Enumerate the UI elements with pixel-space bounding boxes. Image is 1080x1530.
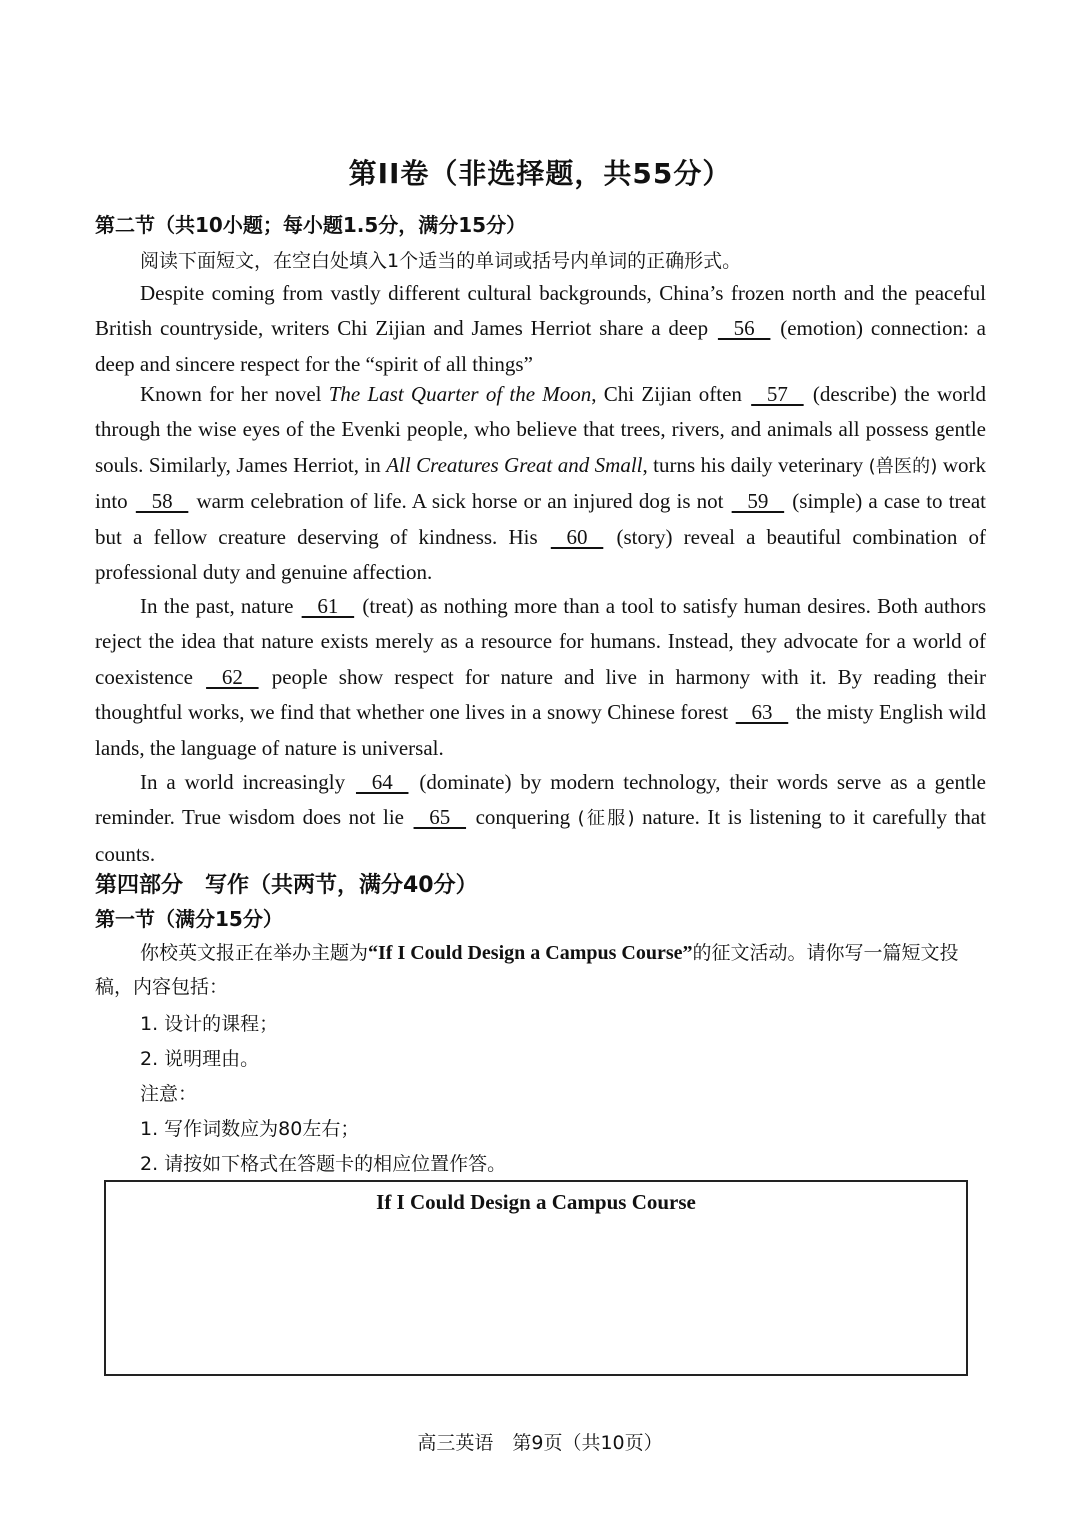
answer-box-title: If I Could Design a Campus Course [376, 1190, 696, 1214]
note-item-2: 2. 请按如下格式在答题卡的相应位置作答。 [140, 1153, 507, 1175]
blank-61: 61 [301, 594, 355, 618]
text-run: (dominate) by modern technology, their words serve as a gentle reminder. True wisdom does not lie [95, 770, 986, 830]
book-title: All Creatures Great and Small [386, 452, 643, 477]
text-run: In a world increasingly [140, 770, 354, 794]
section2-instruction: 阅读下面短文，在空白处填入1个适当的单词或括号内单词的正确形式。 [140, 250, 742, 272]
text-run: conquering [468, 805, 578, 830]
passage-paragraph-4 [95, 765, 986, 872]
text-run: people show respect for nature and live in harmony with it. By reading their thoughtful works, we find that whether one lives in a snowy Chinese forest [95, 664, 986, 725]
blank-64: 64 [355, 770, 409, 794]
blank-58: 58 [135, 489, 189, 514]
content-item-2: 2. 说明理由。 [140, 1048, 260, 1070]
text-run: warm celebration of life. A sick horse or an injured dog is not [190, 489, 730, 514]
blank-62: 62 [206, 664, 259, 689]
prompt-topic: “If I Could Design a Campus Course” [368, 942, 693, 964]
section2-heading: 第二节（共10小题；每小题1.5分，满分15分） [95, 213, 527, 237]
blank-63: 63 [735, 700, 789, 725]
writing-prompt [95, 936, 986, 1004]
volume-title: 第II卷（非选择题，共55分） [348, 157, 732, 190]
blank-65: 65 [413, 805, 467, 830]
book-title: The Last Quarter of the Moon [328, 382, 592, 406]
text-run: work into [95, 452, 986, 514]
text-run: (treat) as nothing more than a tool to satisfy human desires. Both authors reject the idea that nature exists merely as a resource for humans. Instead, they advocate for a world of coexistence [95, 594, 986, 689]
text-run: (describe) the world through the wise eyes of the Evenki people, who believe that trees, rivers, and animals all possess gentle souls. Similarly, James Herriot, in [95, 382, 986, 477]
chinese-gloss: (征服) [577, 808, 635, 830]
note-item-1: 1. 写作词数应为80左右； [140, 1118, 360, 1140]
content-item-1: 1. 设计的课程； [140, 1013, 279, 1035]
text-run: Despite coming from vastly different cultural backgrounds, China’s frozen north and the peaceful British countryside, writers Chi Zijian and James Herriot share a deep [95, 281, 986, 341]
passage-paragraph-2 [95, 377, 986, 590]
passage-paragraph-1 [95, 276, 986, 382]
text-run: , Chi Zijian often [591, 382, 750, 406]
blank-59: 59 [731, 489, 785, 514]
blank-57: 57 [751, 382, 804, 406]
passage-paragraph-3 [95, 589, 986, 766]
part4-heading: 第四部分 写作（共两节，满分40分） [95, 873, 478, 898]
chinese-gloss: (兽医的) [868, 455, 938, 477]
note-label: 注意： [140, 1083, 198, 1105]
text-run: 的征文活动。请你写一篇短文投稿，内容包括： [95, 942, 959, 998]
text-run: the misty English wild lands, the language of nature is universal. [95, 700, 986, 760]
text-run: Known for her novel [140, 382, 329, 406]
part4-sub-heading: 第一节（满分15分） [95, 907, 283, 931]
blank-60: 60 [550, 524, 604, 549]
text-run: (simple) a case to treat but a fellow creature deserving of kindness. His [95, 489, 986, 549]
answer-box [104, 1180, 968, 1376]
blank-56: 56 [717, 316, 771, 341]
text-run: 你校英文报正在举办主题为 [140, 942, 369, 964]
page-footer: 高三英语 第9页（共10页） [417, 1432, 663, 1454]
text-run: In the past, nature [140, 594, 300, 618]
text-run: (story) reveal a beautiful combination of professional duty and genuine affection. [95, 524, 986, 585]
text-run: , turns his daily veterinary [642, 452, 869, 477]
text-run: nature. It is listening to it carefully that counts. [95, 805, 986, 866]
text-run: (emotion) connection: a deep and sincere respect for the “spirit of all things” [95, 316, 986, 376]
